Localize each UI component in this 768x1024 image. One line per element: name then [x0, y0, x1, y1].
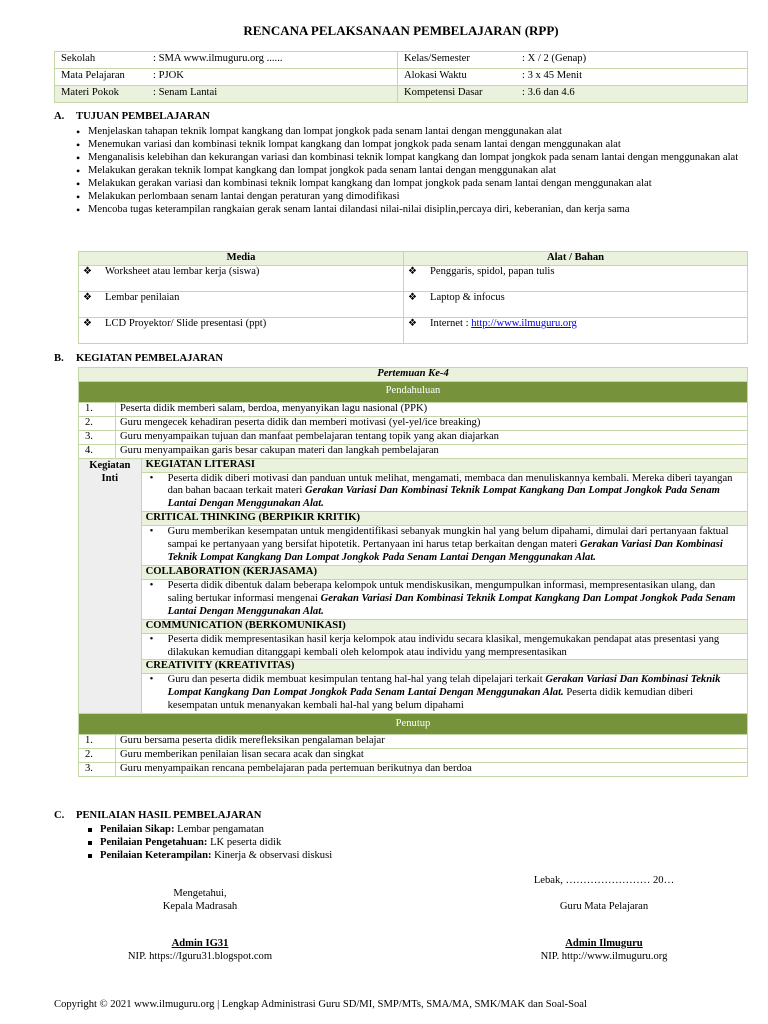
table-row [79, 266, 748, 292]
communication-heading: COMMUNICATION (BERKOMUNIKASI) [141, 619, 747, 633]
identity-label: Mata Pelajaran [55, 69, 148, 86]
table-row [79, 762, 748, 776]
emphasis-text: Gerakan Variasi Dan Kombinasi Teknik Lompat Kangkang Dan Lompat Jongkok Pada Senam Lantai Dengan Menggunakan Alat. [167, 674, 721, 699]
assessment-label: Penilaian Keterampilan: [100, 849, 212, 861]
communication-text: • Peserta didik mempresentasikan hasil kerja kelompok atau individu secara klasikal, mengemukakan pendapat atas presentasi yang dilakukan kemudian ditanggapi kembali oleh kelompok atau individu yang mempresentasikan [141, 633, 747, 660]
activities-table [78, 367, 748, 777]
meeting-label: Pertemuan Ke-4 [79, 368, 748, 382]
table-row [79, 444, 748, 458]
identity-label: Kompetensi Dasar [398, 86, 517, 103]
section-letter: C. [54, 810, 65, 821]
signer-nip: NIP. http://www.ilmuguru.org [540, 950, 668, 962]
activity-text: Guru memberikan penilaian lisan secara acak dan singkat [116, 749, 748, 763]
media-item: Worksheet atau lembar kerja (siswa) [105, 266, 260, 277]
list-item: • Menganalisis kelebihan dan kekurangan variasi dan kombinasi teknik lompat kangkang dan lompat jongkok pada senam lantai dengan menggunakan alat [54, 152, 748, 165]
signer-nip: NIP. https://Iguru31.blogspot.com [127, 950, 273, 962]
tools-cell [404, 266, 748, 292]
section-heading [54, 353, 223, 366]
table-row [79, 416, 748, 430]
creativity-heading: CREATIVITY (KREATIVITAS) [141, 660, 747, 674]
body-text: Guru memberikan kesempatan untuk mengidentifikasi sebanyak mungkin hal yang belum dipahami, dimulai dari pertanyaan faktual sampai ke pertanyaan yang bersifat hipotetik. Pertanyaan ini harus tetap berkaitan dengan materi [167, 526, 729, 551]
diamond-bullet-icon: ❖ [408, 318, 417, 329]
assessment-value: LK peserta didik [207, 836, 282, 848]
diamond-bullet-icon: ❖ [408, 266, 417, 277]
identity-value: : Senam Lantai [147, 86, 398, 103]
emphasis-text: Gerakan Variasi Dan Kombinasi Teknik Lompat Kangkang Dan Lompat Jongkok Pada Senam Lantai Dengan Menggunakan Alat. [167, 539, 723, 564]
pendahuluan-header: Pendahuluan [79, 381, 748, 402]
creativity-text [141, 674, 747, 714]
body-text: Peserta didik diberi motivasi dan panduan untuk melihat, mengamati, membaca dan menuliskannya kembali. Mereka diberi tayangan dan bahan bacaan terkait materi [167, 472, 733, 497]
list-item: • Melakukan perlombaan senam lantai dengan peraturan yang dimodifikasi [54, 191, 748, 204]
list-item: • Menjelaskan tahapan teknik lompat kangkang dan lompat jongkok pada senam lantai dengan menggunakan alat [54, 126, 748, 139]
table-row [79, 749, 748, 763]
list-item: • Melakukan gerakan variasi dan kombinasi teknik lompat kangkang dan lompat jongkok pada senam lantai dengan menggunakan alat [54, 178, 748, 191]
assessment-value: Lembar pengamatan [174, 824, 264, 835]
table-row [79, 318, 748, 344]
assessment-list [54, 824, 748, 863]
critical-heading: CRITICAL THINKING (BERPIKIR KRITIK) [141, 512, 747, 526]
row-number: 3. [79, 430, 116, 444]
section-heading [54, 111, 210, 124]
table-row [79, 430, 748, 444]
identity-row [55, 86, 748, 103]
section-title: KEGIATAN PEMBELAJARAN [76, 353, 224, 364]
row-number: 2. [79, 416, 116, 430]
identity-value: : PJOK [147, 69, 398, 86]
penutup-header: Penutup [79, 714, 748, 735]
row-number: 1. [79, 402, 116, 416]
kegiatan-inti-label: Kegiatan Inti [79, 458, 142, 714]
media-cell [79, 266, 404, 292]
literasi-heading: KEGIATAN LITERASI [141, 458, 747, 472]
identity-value: : 3.6 dan 4.6 [516, 86, 748, 103]
tools-cell [404, 318, 748, 344]
document-title: RENCANA PELAKSANAAN PEMBELAJARAN (RPP) [243, 23, 559, 38]
media-cell [79, 318, 404, 344]
row-number: 4. [79, 444, 116, 458]
tools-item: Penggaris, spidol, papan tulis [430, 266, 555, 277]
body-text: Peserta didik kemudian diberi kesempatan untuk menanyakan kembali hal-hal yang belum dipahami [167, 687, 694, 712]
list-item [54, 824, 748, 837]
internet-link[interactable]: http://www.ilmuguru.org [471, 318, 577, 329]
section-title: PENILAIAN HASIL PEMBELAJARAN [76, 810, 262, 821]
signature-right [494, 875, 714, 964]
identity-label: Materi Pokok [55, 86, 148, 103]
identity-label: Sekolah [55, 52, 148, 69]
sign-place-date: Lebak, …………………… 20… [533, 875, 675, 886]
collaboration-text [141, 579, 747, 619]
emphasis-text: Gerakan Variasi Dan Kombinasi Teknik Lompat Kangkang Dan Lompat Jongkok Pada Senam Lantai Dengan Menggunakan Alat. [167, 592, 736, 617]
media-header: Media [79, 252, 404, 266]
sign-role: Kepala Madrasah [162, 900, 238, 912]
section-letter: A. [54, 111, 65, 122]
identity-value: : SMA www.ilmuguru.org ...... [147, 52, 398, 69]
section-heading [54, 810, 261, 823]
activity-text: Guru mengecek kehadiran peserta didik dan memberi motivasi (yel-yel/ice breaking) [116, 416, 748, 430]
row-number: 1. [79, 735, 116, 749]
collaboration-heading: COLLABORATION (KERJASAMA) [141, 565, 747, 579]
sign-role: Guru Mata Pelajaran [559, 900, 649, 912]
section-title: TUJUAN PEMBELAJARAN [76, 111, 210, 122]
table-row [79, 292, 748, 318]
identity-table [54, 51, 748, 103]
objective-list [54, 126, 748, 216]
identity-value: : 3 x 45 Menit [516, 69, 748, 86]
diamond-bullet-icon: ❖ [83, 292, 92, 303]
activity-text: Guru menyampaikan tujuan dan manfaat pembelajaran tentang topik yang akan diajarkan [116, 430, 748, 444]
row-number: 2. [79, 749, 116, 763]
identity-value: : X / 2 (Genap) [516, 52, 748, 69]
media-item: Lembar penilaian [105, 292, 180, 303]
list-item [54, 850, 748, 863]
media-cell [79, 292, 404, 318]
literasi-text [141, 472, 747, 512]
identity-row [55, 69, 748, 86]
signature-left [90, 888, 310, 964]
assessment-label: Penilaian Pengetahuan: [100, 836, 208, 848]
activity-text: Guru menyampaikan garis besar cakupan materi dan langkah pembelajaran [116, 444, 748, 458]
media-table [78, 251, 748, 344]
identity-label: Alokasi Waktu [398, 69, 517, 86]
body-text: Peserta didik dibentuk dalam beberapa kelompok untuk mendiskusikan, mengumpulkan informasi, mempresentasikan ulang, dan saling bertukar informasi mengenai [167, 579, 716, 604]
body-text: Guru dan peserta didik membuat kesimpulan tentang hal-hal yang telah dipelajari terkait [167, 674, 546, 686]
media-item: LCD Proyektor/ Slide presentasi (ppt) [105, 318, 267, 329]
tools-header: Alat / Bahan [404, 252, 748, 266]
activity-text: Guru bersama peserta didik merefleksikan pengalaman belajar [116, 735, 748, 749]
footer-copyright: Copyright © 2021 www.ilmuguru.org | Lengkap Administrasi Guru SD/MI, SMP/MTs, SMA/MA, SMK/MAK dan Soal-Soal [54, 999, 587, 1010]
diamond-bullet-icon: ❖ [83, 318, 92, 329]
activity-text: Guru menyampaikan rencana pembelajaran pada pertemuan berikutnya dan berdoa [116, 762, 748, 776]
signer-name: Admin IG31 [171, 937, 229, 949]
assessment-label: Penilaian Sikap: [100, 824, 175, 835]
row-number: 3. [79, 762, 116, 776]
tools-item: Internet : [430, 318, 472, 329]
diamond-bullet-icon: ❖ [408, 292, 417, 303]
sign-label: Mengetahui, [173, 888, 227, 899]
section-letter: B. [54, 353, 64, 364]
tools-item: Laptop & infocus [430, 292, 505, 303]
list-item: • Menemukan variasi dan kombinasi teknik lompat kangkang dan lompat jongkok pada senam lantai dengan menggunakan alat [54, 139, 748, 152]
list-item [54, 837, 748, 850]
assessment-value: Kinerja & observasi diskusi [211, 849, 333, 861]
tools-cell [404, 292, 748, 318]
identity-label: Kelas/Semester [398, 52, 517, 69]
table-row [79, 735, 748, 749]
activity-text: Peserta didik memberi salam, berdoa, menyanyikan lagu nasional (PPK) [116, 402, 748, 416]
table-row [79, 402, 748, 416]
identity-row [55, 52, 748, 69]
signer-name: Admin Ilmuguru [565, 937, 643, 949]
critical-text [141, 526, 747, 566]
list-item: • Melakukan gerakan teknik lompat kangkang dan lompat jongkok pada senam lantai dengan menggunakan alat [54, 165, 748, 178]
emphasis-text: Gerakan Variasi Dan Kombinasi Teknik Lompat Kangkang Dan Lompat Jongkok Pada Senam Lantai Dengan Menggunakan Alat. [167, 485, 720, 510]
list-item: • Mencoba tugas keterampilan rangkaian gerak senam lantai dilandasi nilai-nilai disiplin,percaya diri, keberanian, dan kerja sama [54, 204, 748, 217]
diamond-bullet-icon: ❖ [83, 266, 92, 277]
